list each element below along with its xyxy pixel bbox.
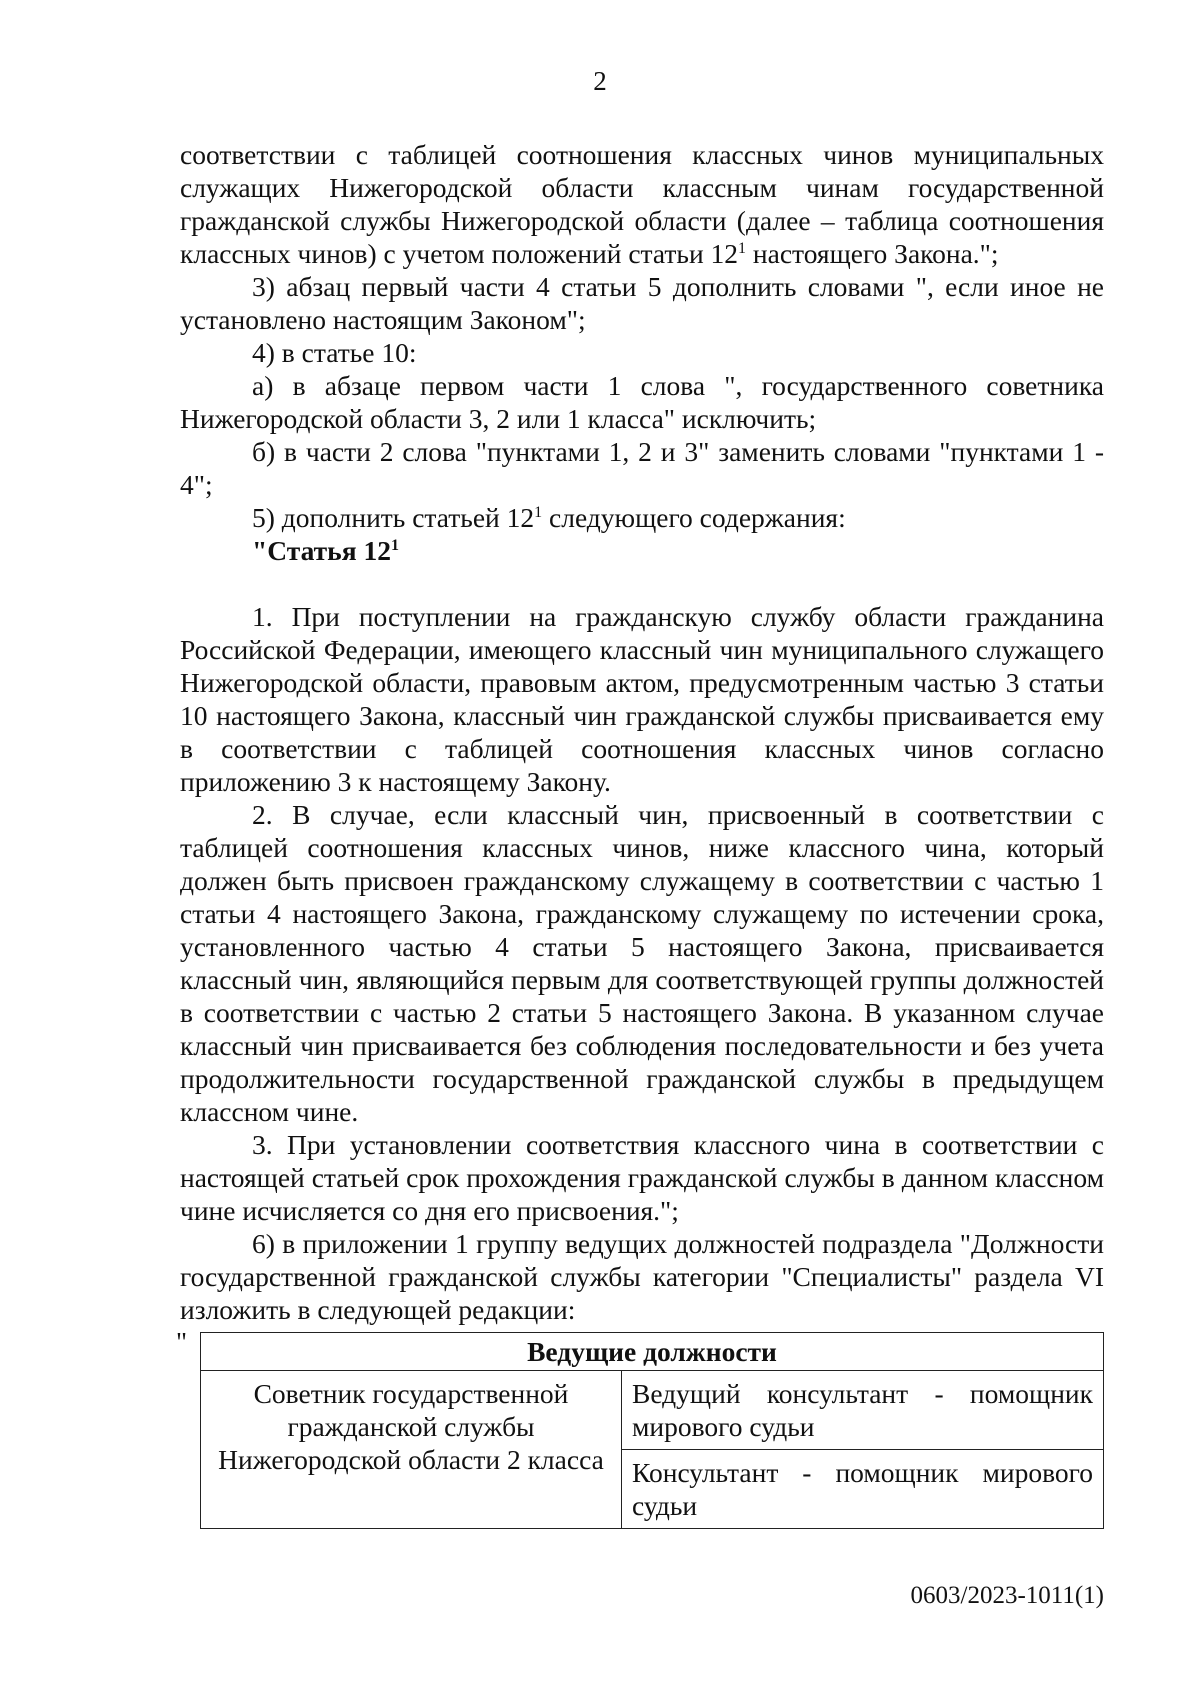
positions-table-wrap (176, 1327, 1104, 1529)
open-quote: " (176, 1327, 188, 1357)
paragraph-item-3: 3) абзац первый части 4 статьи 5 дополнить словами ", если иное не установлено настоящим Законом"; (180, 271, 1104, 335)
position-cell: Консультант - помощник мирового судьи (622, 1450, 1104, 1529)
paragraph-item-5: 5) дополнить статьей $12^1$ следующего содержания: (252, 502, 846, 533)
page-number: 2 (593, 66, 607, 96)
article-title: "Статья $12^1$ (252, 535, 399, 566)
class-rank-cell: Советник государственной гражданской службы Нижегородской области 2 класса (201, 1371, 622, 1529)
paragraph-continuation: соответствии с таблицей соотношения классных чинов муниципальных служащих Нижегородской области классным чинам государственной гражданской службы Нижегородской области (далее – таблица соотношения классных чинов) с учетом положений статьи $12^1$ настоящего Закона."; (180, 139, 1104, 269)
table-header: Ведущие должности (201, 1333, 1104, 1371)
article-part-3: 3. При установлении соответствия классного чина в соответствии с настоящей статьей срок прохождения гражданской службы в данном классном чине исчисляется со дня его присвоения."; (180, 1129, 1104, 1226)
paragraph-item-4b: б) в части 2 слова "пунктами 1, 2 и 3" заменить словами "пунктами 1 - 4"; (180, 436, 1104, 500)
paragraph-item-4a: а) в абзаце первом части 1 слова ", государственного советника Нижегородской области 3, 2 или 1 класса" исключить; (180, 370, 1104, 434)
article-part-1: 1. При поступлении на гражданскую службу области гражданина Российской Федерации, имеющего классный чин муниципального служащего Нижегородской области, правовым актом, предусмотренным частью 3 статьи 10 настоящего Закона, классный чин гражданской службы присваивается ему в соответствии с таблицей соотношения классных чинов согласно приложению 3 к настоящему Закону. (180, 601, 1104, 797)
position-cell: Ведущий консультант - помощник мирового судьи (622, 1371, 1104, 1450)
positions-table (200, 1332, 1104, 1529)
document-body (176, 138, 1104, 1529)
superscript: 1 (738, 239, 747, 257)
spacer (180, 567, 1104, 600)
paragraph-item-6: 6) в приложении 1 группу ведущих должностей подраздела "Должности государственной гражданской службы категории "Специалисты" раздела VI изложить в следующей редакции: (180, 1228, 1104, 1325)
superscript: 1 (534, 503, 543, 521)
superscript: 1 (390, 536, 399, 554)
article-part-2: 2. В случае, если классный чин, присвоенный в соответствии с таблицей соотношения классных чинов, ниже классного чина, который должен быть присвоен гражданскому служащему в соответствии с частью 1 статьи 4 настоящего Закона, гражданскому служащему по истечении срока, установленного частью 4 статьи 5 настоящего Закона, присваивается классный чин, являющийся первым для соответствующей группы должностей в соответствии с частью 2 статьи 5 настоящего Закона. В указанном случае классный чин присваивается без соблюдения последовательности и без учета продолжительности государственной гражданской службы в предыдущем классном чине. (180, 799, 1104, 1127)
paragraph-item-4: 4) в статье 10: (252, 337, 417, 368)
document-number: 0603/2023-1011(1) (910, 1582, 1104, 1609)
